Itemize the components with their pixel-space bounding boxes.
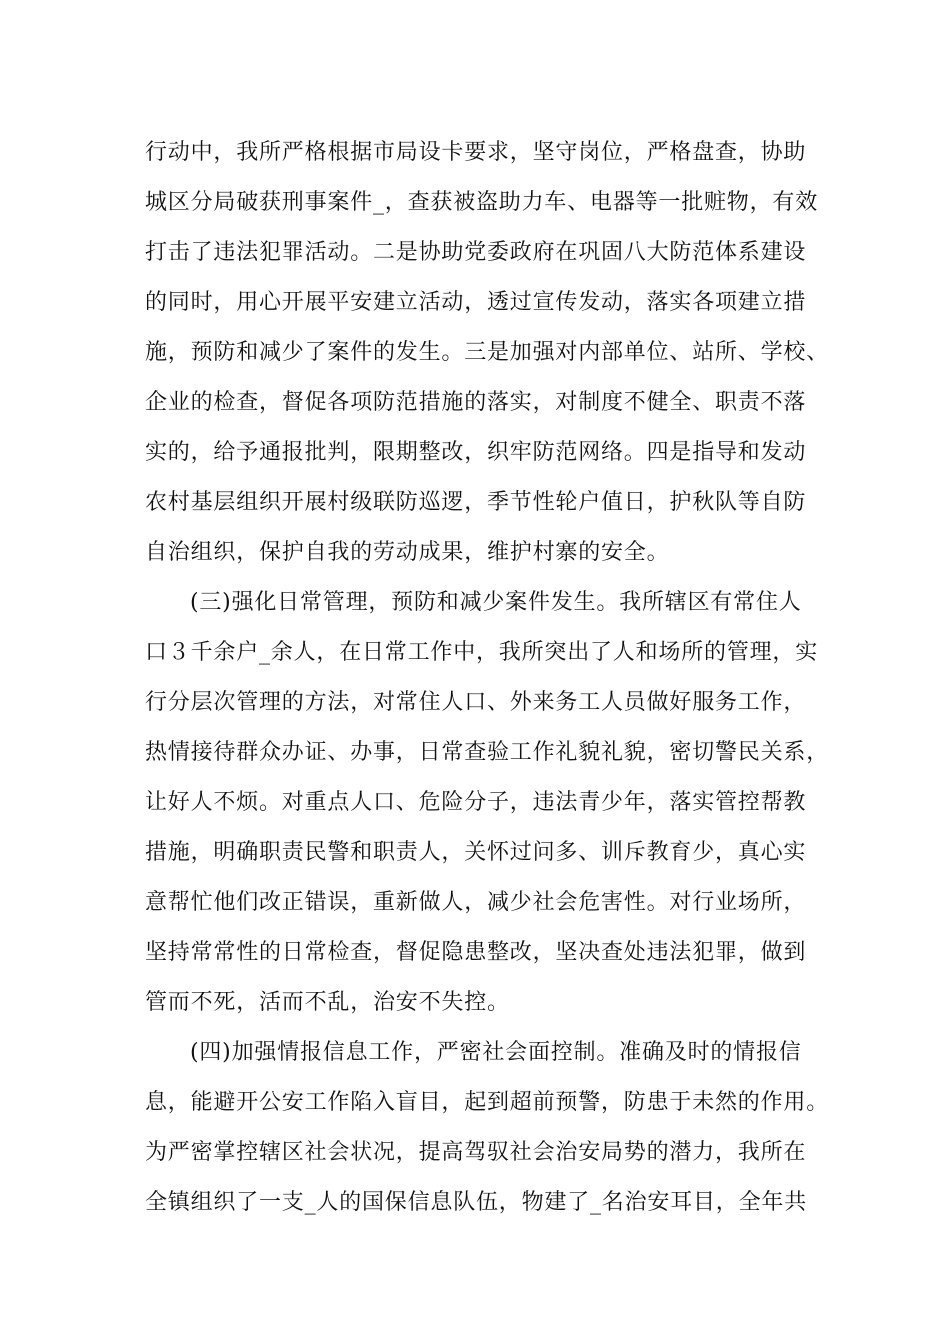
text-line: 实的，给予通报批判，限期整改，织牢防范网络。四是指导和发动: [145, 440, 807, 465]
text-line: 施，预防和减少了案件的发生。三是加强对内部单位、站所、学校、: [145, 340, 830, 365]
text-line: 行分层次管理的方法，对常住人口、外来务工人员做好服务工作，: [145, 690, 807, 715]
text-line: 口３千余户_余人，在日常工作中，我所突出了人和场所的管理，实: [145, 640, 819, 665]
text-line: 坚持常常性的日常检查，督促隐患整改，坚决查处违法犯罪，做到: [145, 940, 807, 965]
text-line: 为严密掌控辖区社会状况，提高驾驭社会治安局势的潜力，我所在: [145, 1140, 807, 1165]
text-line: 措施，明确职责民警和职责人，关怀过问多、训斥教育少，真心实: [145, 840, 807, 865]
text-line: 企业的检查，督促各项防范措施的落实，对制度不健全、职责不落: [145, 390, 807, 415]
text-line: 让好人不烦。对重点人口、危险分子，违法青少年，落实管控帮教: [145, 790, 807, 815]
text-line: 意帮忙他们改正错误，重新做人，减少社会危害性。对行业场所，: [145, 890, 807, 915]
text-line: 息，能避开公安工作陷入盲目，起到超前预警，防患于未然的作用。: [145, 1090, 830, 1115]
text-line: 自治组织，保护自我的劳动成果，维护村寨的安全。: [145, 540, 670, 565]
text-line: 农村基层组织开展村级联防巡逻，季节性轮户值日，护秋队等自防: [145, 490, 807, 515]
text-line: 全镇组织了一支_人的国保信息队伍，物建了_名治安耳目，全年共: [145, 1190, 808, 1215]
paragraph-start-line: (四)加强情报信息工作，严密社会面控制。准确及时的情报信: [190, 1040, 802, 1065]
paragraph-start-line: (三)强化日常管理，预防和减少案件发生。我所辖区有常住人: [190, 590, 802, 615]
text-line: 城区分局破获刑事案件_，查获被盗助力车、电器等一批赃物，有效: [145, 190, 819, 215]
text-line: 行动中，我所严格根据市局设卡要求，坚守岗位，严格盘查，协助: [145, 140, 807, 165]
text-line: 打击了违法犯罪活动。二是协助党委政府在巩固八大防范体系建设: [145, 240, 807, 265]
text-line: 管而不死，活而不乱，治安不失控。: [145, 990, 510, 1015]
text-line: 的同时，用心开展平安建立活动，透过宣传发动，落实各项建立措: [145, 290, 807, 315]
text-line: 热情接待群众办证、办事，日常查验工作礼貌礼貌，密切警民关系，: [145, 740, 830, 765]
